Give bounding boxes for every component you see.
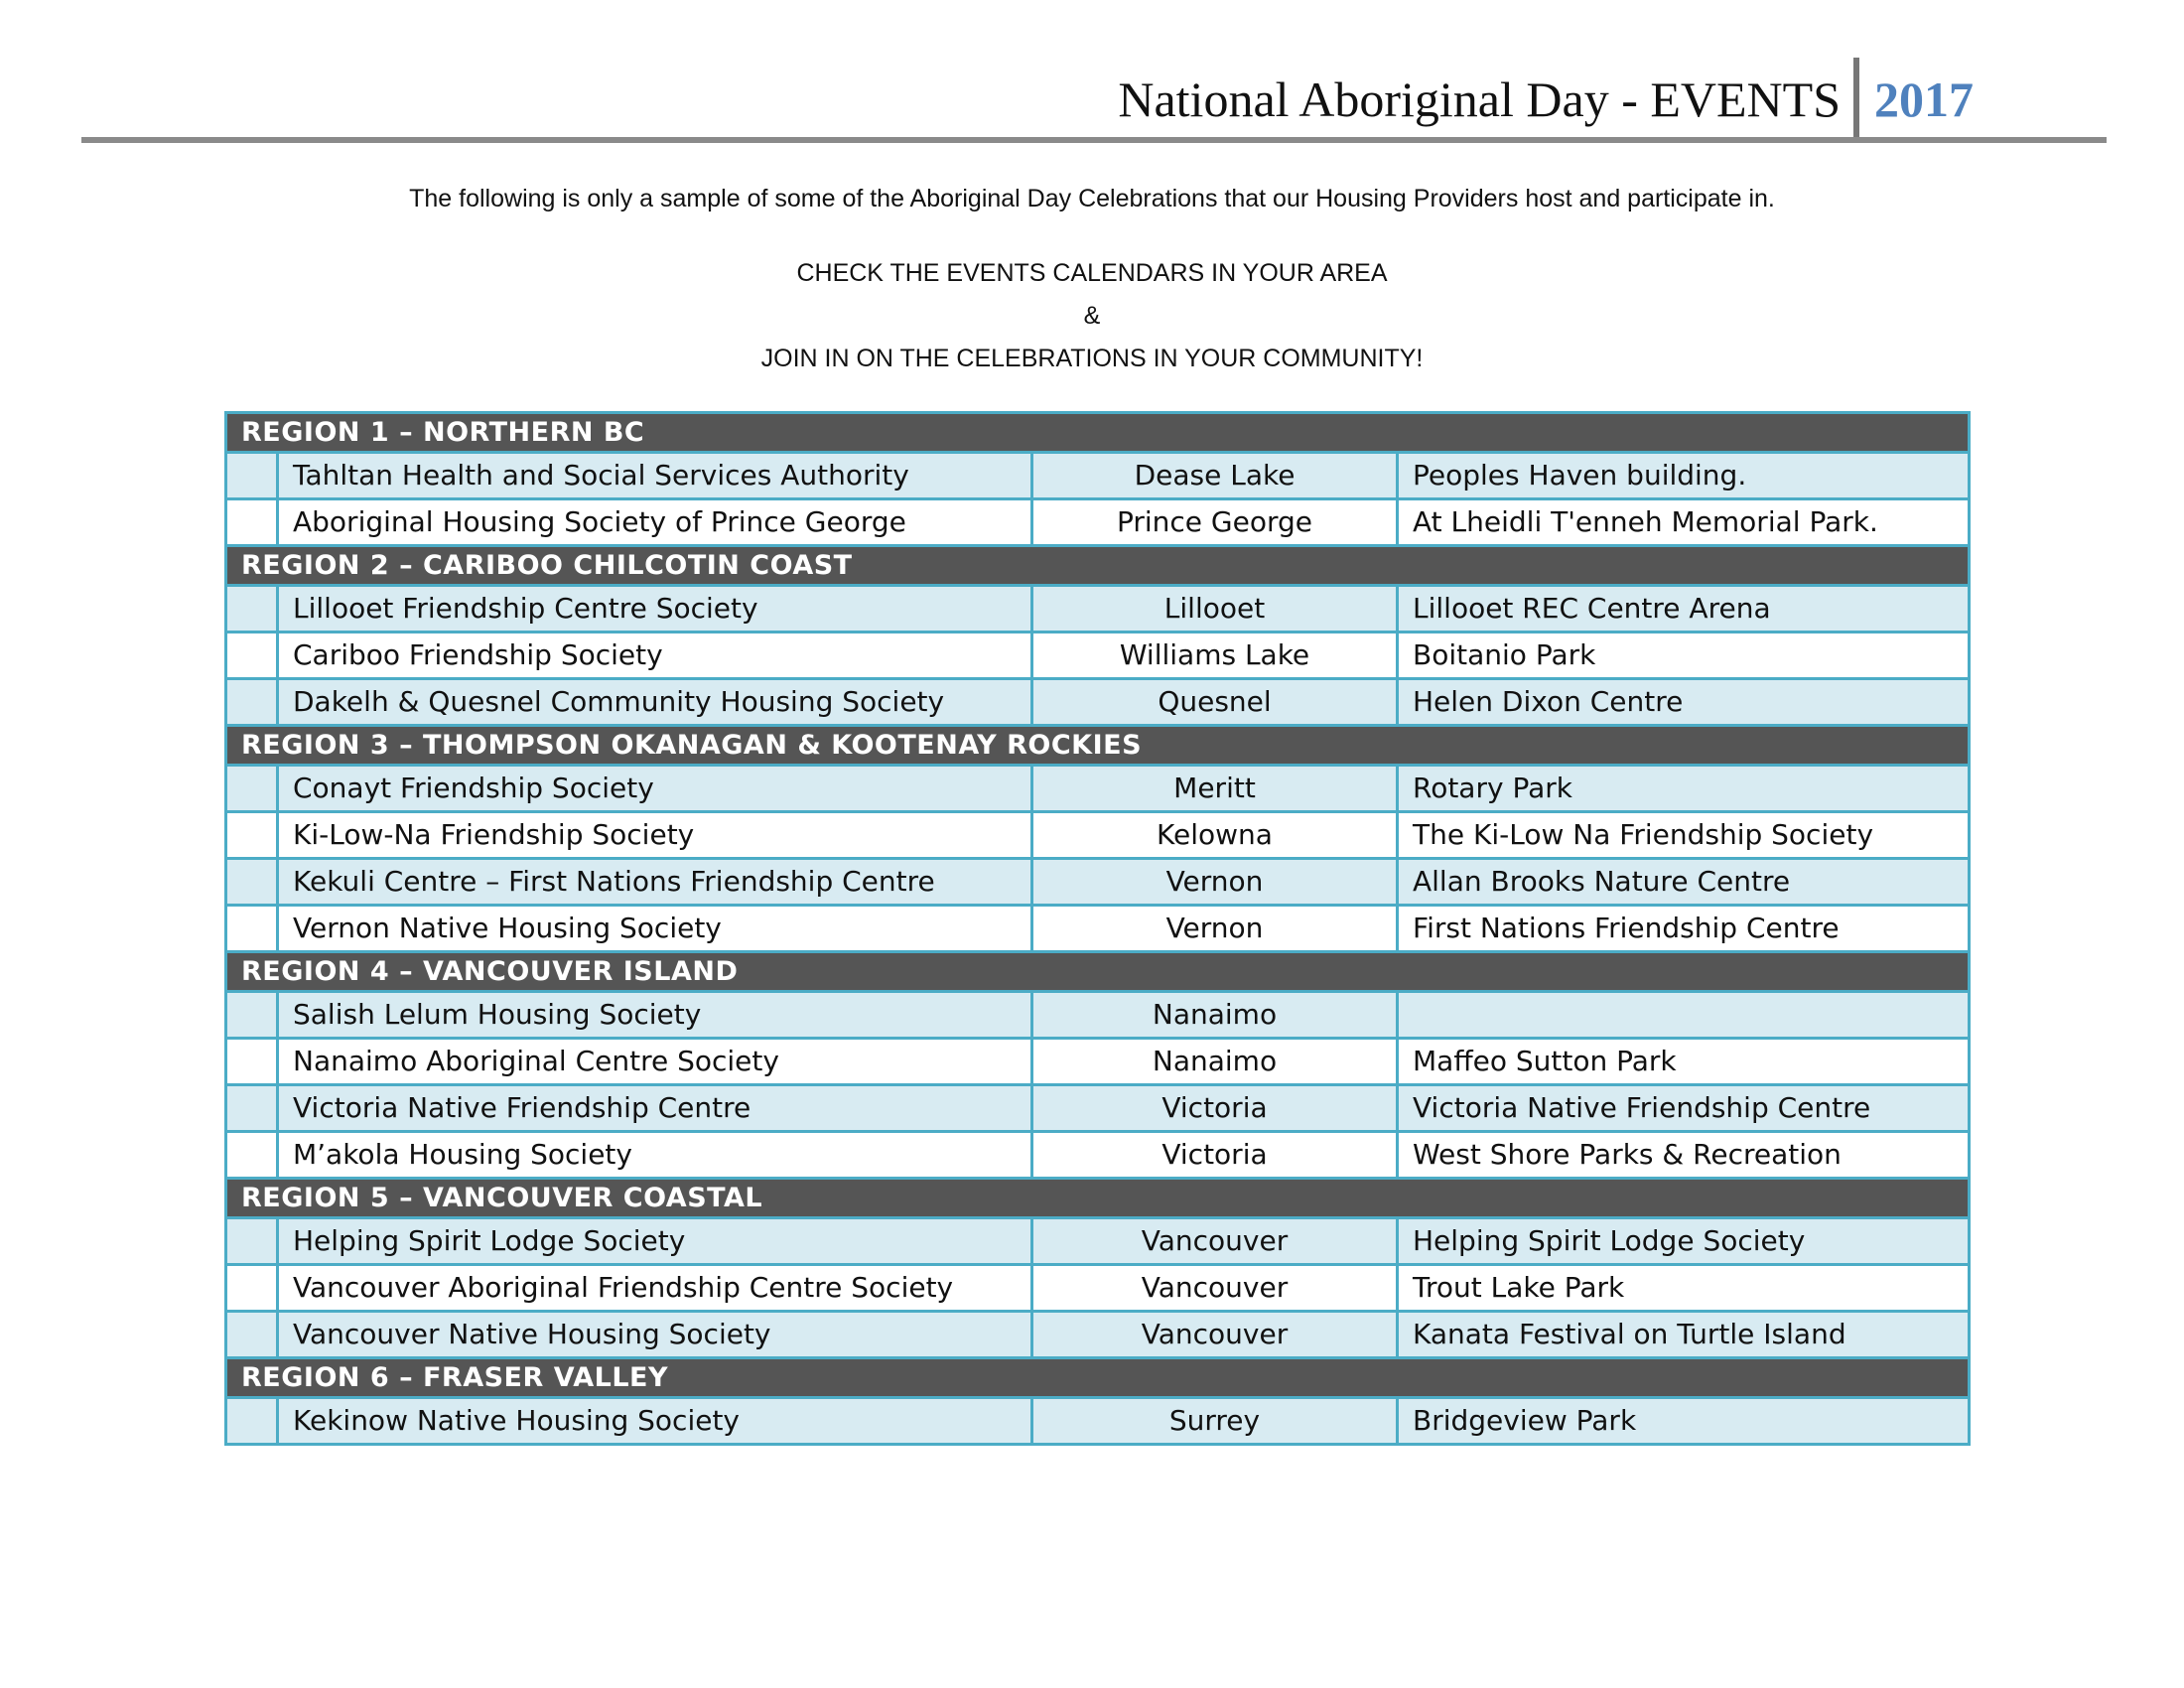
region-header-row bbox=[226, 1179, 1970, 1218]
row-marker-cell bbox=[226, 1398, 278, 1445]
venue-cell: Kanata Festival on Turtle Island bbox=[1398, 1312, 1970, 1358]
region-header: REGION 2 – CARIBOO CHILCOTIN COAST bbox=[226, 546, 1970, 586]
row-marker-cell bbox=[226, 812, 278, 859]
city-cell: Surrey bbox=[1032, 1398, 1398, 1445]
region-header: REGION 5 – VANCOUVER COASTAL bbox=[226, 1179, 1970, 1218]
row-marker-cell bbox=[226, 1218, 278, 1265]
table-row bbox=[226, 859, 1970, 906]
header-rule bbox=[81, 137, 2107, 143]
city-cell: Lillooet bbox=[1032, 586, 1398, 633]
organization-cell: Salish Lelum Housing Society bbox=[278, 992, 1032, 1039]
row-marker-cell bbox=[226, 906, 278, 952]
table-row bbox=[226, 812, 1970, 859]
table-row bbox=[226, 499, 1970, 546]
table-row bbox=[226, 1398, 1970, 1445]
page-title: National Aboriginal Day - EVENTS bbox=[1118, 71, 1841, 127]
venue-cell: Trout Lake Park bbox=[1398, 1265, 1970, 1312]
organization-cell: Vancouver Native Housing Society bbox=[278, 1312, 1032, 1358]
organization-cell: Victoria Native Friendship Centre bbox=[278, 1085, 1032, 1132]
intro-callout-line2: JOIN IN ON THE CELEBRATIONS IN YOUR COMMUNITY! bbox=[760, 345, 1424, 372]
row-marker-cell bbox=[226, 679, 278, 726]
table-row bbox=[226, 1265, 1970, 1312]
row-marker-cell bbox=[226, 586, 278, 633]
row-marker-cell bbox=[226, 859, 278, 906]
row-marker-cell bbox=[226, 453, 278, 499]
intro-callout-line1: CHECK THE EVENTS CALENDARS IN YOUR AREA bbox=[796, 259, 1388, 287]
venue-cell: First Nations Friendship Centre bbox=[1398, 906, 1970, 952]
city-cell: Dease Lake bbox=[1032, 453, 1398, 499]
region-header-row bbox=[226, 546, 1970, 586]
row-marker-cell bbox=[226, 1085, 278, 1132]
city-cell: Meritt bbox=[1032, 766, 1398, 812]
region-header-row bbox=[226, 952, 1970, 992]
table-row bbox=[226, 1132, 1970, 1179]
table-row bbox=[226, 1218, 1970, 1265]
venue-cell: Allan Brooks Nature Centre bbox=[1398, 859, 1970, 906]
region-header-row bbox=[226, 1358, 1970, 1398]
region-header: REGION 4 – VANCOUVER ISLAND bbox=[226, 952, 1970, 992]
organization-cell: Vernon Native Housing Society bbox=[278, 906, 1032, 952]
organization-cell: Vancouver Aboriginal Friendship Centre Society bbox=[278, 1265, 1032, 1312]
venue-cell: Rotary Park bbox=[1398, 766, 1970, 812]
row-marker-cell bbox=[226, 1265, 278, 1312]
city-cell: Kelowna bbox=[1032, 812, 1398, 859]
organization-cell: Lillooet Friendship Centre Society bbox=[278, 586, 1032, 633]
events-table bbox=[224, 411, 1971, 1446]
region-header-row bbox=[226, 726, 1970, 766]
venue-cell: Maffeo Sutton Park bbox=[1398, 1039, 1970, 1085]
table-row bbox=[226, 906, 1970, 952]
city-cell: Vernon bbox=[1032, 906, 1398, 952]
region-header-row bbox=[226, 413, 1970, 453]
row-marker-cell bbox=[226, 633, 278, 679]
page-year: 2017 bbox=[1874, 71, 1974, 127]
city-cell: Vancouver bbox=[1032, 1312, 1398, 1358]
venue-cell bbox=[1398, 992, 1970, 1039]
table-row bbox=[226, 1312, 1970, 1358]
row-marker-cell bbox=[226, 766, 278, 812]
city-cell: Prince George bbox=[1032, 499, 1398, 546]
page-header bbox=[81, 56, 2107, 145]
organization-cell: Conayt Friendship Society bbox=[278, 766, 1032, 812]
organization-cell: Kekinow Native Housing Society bbox=[278, 1398, 1032, 1445]
table-row bbox=[226, 766, 1970, 812]
city-cell: Vancouver bbox=[1032, 1265, 1398, 1312]
venue-cell: Victoria Native Friendship Centre bbox=[1398, 1085, 1970, 1132]
region-header: REGION 1 – NORTHERN BC bbox=[226, 413, 1970, 453]
row-marker-cell bbox=[226, 1039, 278, 1085]
region-header: REGION 6 – FRASER VALLEY bbox=[226, 1358, 1970, 1398]
organization-cell: Helping Spirit Lodge Society bbox=[278, 1218, 1032, 1265]
organization-cell: Kekuli Centre – First Nations Friendship Centre bbox=[278, 859, 1032, 906]
intro-text: The following is only a sample of some of the Aboriginal Day Celebrations that our Housing Providers host and participate in. bbox=[409, 185, 1775, 212]
table-row bbox=[226, 586, 1970, 633]
table-row bbox=[226, 679, 1970, 726]
organization-cell: M’akola Housing Society bbox=[278, 1132, 1032, 1179]
organization-cell: Cariboo Friendship Society bbox=[278, 633, 1032, 679]
row-marker-cell bbox=[226, 1312, 278, 1358]
venue-cell: Bridgeview Park bbox=[1398, 1398, 1970, 1445]
organization-cell: Aboriginal Housing Society of Prince George bbox=[278, 499, 1032, 546]
row-marker-cell bbox=[226, 1132, 278, 1179]
venue-cell: At Lheidli T'enneh Memorial Park. bbox=[1398, 499, 1970, 546]
venue-cell: Helen Dixon Centre bbox=[1398, 679, 1970, 726]
venue-cell: Boitanio Park bbox=[1398, 633, 1970, 679]
organization-cell: Dakelh & Quesnel Community Housing Society bbox=[278, 679, 1032, 726]
region-header: REGION 3 – THOMPSON OKANAGAN & KOOTENAY ROCKIES bbox=[226, 726, 1970, 766]
table-row bbox=[226, 1085, 1970, 1132]
city-cell: Victoria bbox=[1032, 1085, 1398, 1132]
table-row bbox=[226, 1039, 1970, 1085]
venue-cell: West Shore Parks & Recreation bbox=[1398, 1132, 1970, 1179]
organization-cell: Tahltan Health and Social Services Authority bbox=[278, 453, 1032, 499]
city-cell: Vernon bbox=[1032, 859, 1398, 906]
city-cell: Nanaimo bbox=[1032, 992, 1398, 1039]
organization-cell: Nanaimo Aboriginal Centre Society bbox=[278, 1039, 1032, 1085]
table-row bbox=[226, 453, 1970, 499]
venue-cell: The Ki-Low Na Friendship Society bbox=[1398, 812, 1970, 859]
events-table-body bbox=[226, 413, 1970, 1445]
row-marker-cell bbox=[226, 992, 278, 1039]
organization-cell: Ki-Low-Na Friendship Society bbox=[278, 812, 1032, 859]
header-divider bbox=[1853, 58, 1859, 137]
city-cell: Quesnel bbox=[1032, 679, 1398, 726]
row-marker-cell bbox=[226, 499, 278, 546]
table-row bbox=[226, 633, 1970, 679]
city-cell: Nanaimo bbox=[1032, 1039, 1398, 1085]
city-cell: Victoria bbox=[1032, 1132, 1398, 1179]
venue-cell: Helping Spirit Lodge Society bbox=[1398, 1218, 1970, 1265]
table-row bbox=[226, 992, 1970, 1039]
venue-cell: Lillooet REC Centre Arena bbox=[1398, 586, 1970, 633]
city-cell: Williams Lake bbox=[1032, 633, 1398, 679]
venue-cell: Peoples Haven building. bbox=[1398, 453, 1970, 499]
intro-ampersand: & bbox=[1083, 302, 1101, 330]
city-cell: Vancouver bbox=[1032, 1218, 1398, 1265]
